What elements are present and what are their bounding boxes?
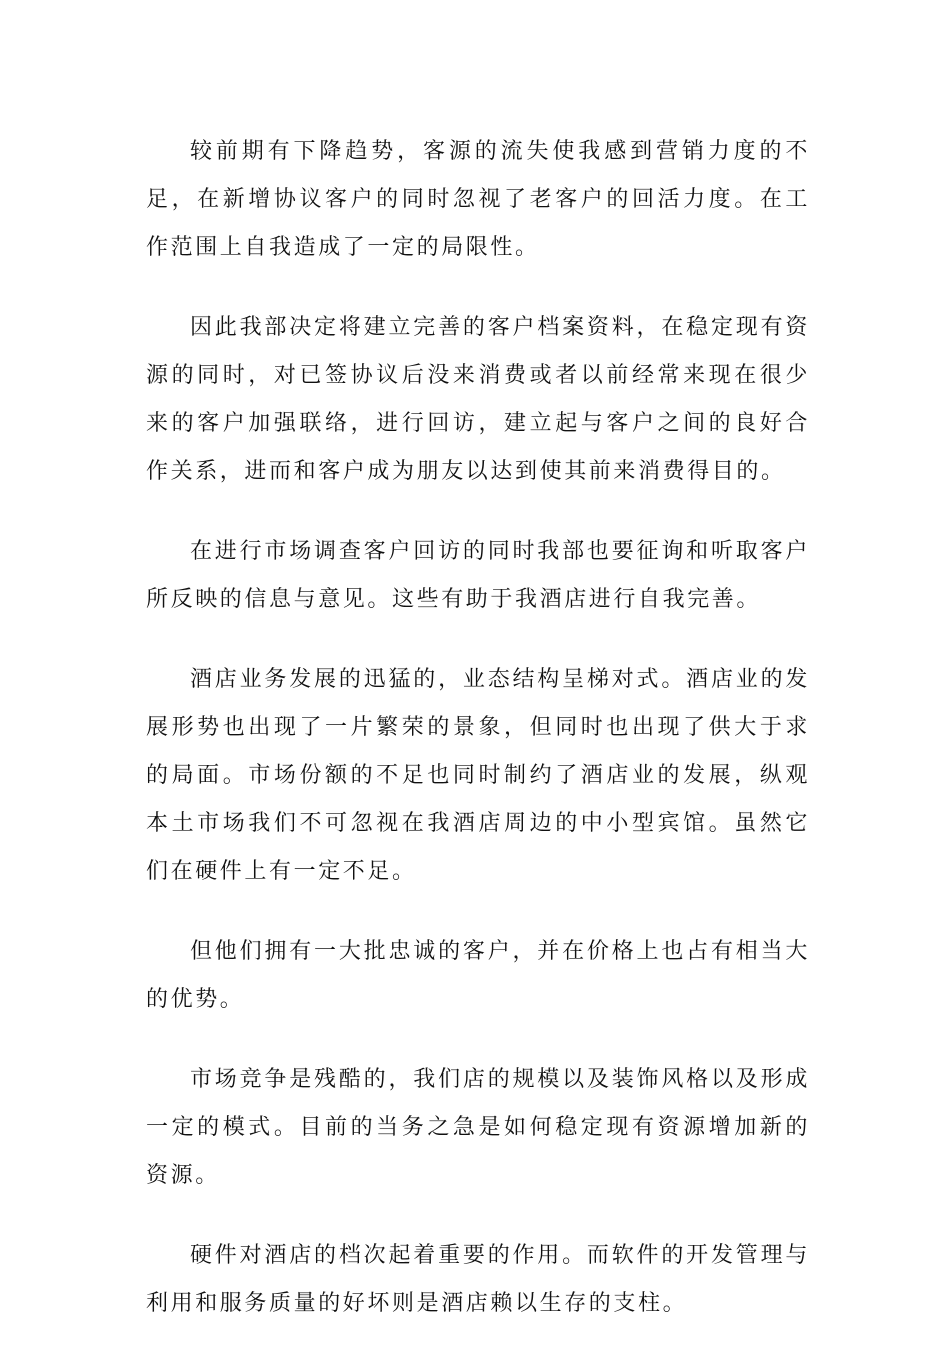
- paragraph-2: 因此我部决定将建立完善的客户档案资料，在稳定现有资源的同时，对已签协议后没来消费或者以前经常来现在很少来的客户加强联络，进行回访，建立起与客户之间的良好合作关系，进而和客户成为朋友以达到使其前来消费得目的。: [146, 315, 810, 484]
- paragraph-1: 较前期有下降趋势，客源的流失使我感到营销力度的不足，在新增协议客户的同时忽视了老客户的回活力度。在工作范围上自我造成了一定的局限性。: [146, 139, 810, 260]
- paragraph-6: 市场竞争是残酷的，我们店的规模以及装饰风格以及形成一定的模式。目前的当务之急是如何稳定现有资源增加新的资源。: [146, 1067, 810, 1188]
- paragraph-3: 在进行市场调查客户回访的同时我部也要征询和听取客户所反映的信息与意见。这些有助于我酒店进行自我完善。: [146, 539, 810, 612]
- paragraph-4: 酒店业务发展的迅猛的，业态结构呈梯对式。酒店业的发展形势也出现了一片繁荣的景象，但同时也出现了供大于求的局面。市场份额的不足也同时制约了酒店业的发展，纵观本土市场我们不可忽视在我酒店周边的中小型宾馆。虽然它们在硬件上有一定不足。: [146, 667, 810, 884]
- paragraph-5: 但他们拥有一大批忠诚的客户，并在价格上也占有相当大的优势。: [146, 939, 810, 1012]
- document-body: [146, 128, 810, 1360]
- paragraph-7: 硬件对酒店的档次起着重要的作用。而软件的开发管理与利用和服务质量的好坏则是酒店赖以生存的支柱。: [146, 1243, 810, 1316]
